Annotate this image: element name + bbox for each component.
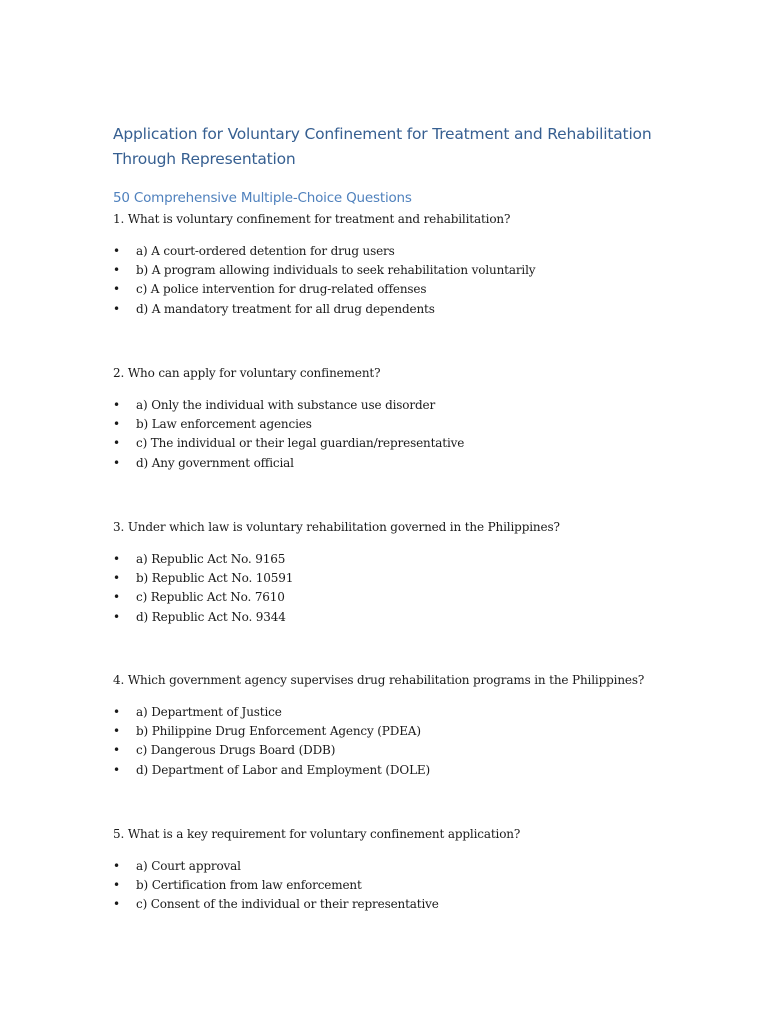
question-text: 1. What is voluntary confinement for treatment and rehabilitation? [113, 212, 511, 226]
answer-options [113, 550, 713, 627]
question-block [113, 518, 713, 627]
bullet-icon: • [113, 743, 120, 758]
option-text: a) Court approval [136, 859, 241, 873]
option-text: a) A court-ordered detention for drug users [136, 244, 395, 258]
answer-option [113, 550, 713, 569]
option-text: c) Dangerous Drugs Board (DDB) [136, 743, 336, 758]
bullet-icon: • [113, 571, 120, 586]
question-block [113, 825, 713, 915]
answer-option [113, 703, 713, 722]
answer-option [113, 569, 713, 588]
answer-option [113, 761, 713, 780]
option-text: c) A police intervention for drug-related offenses [136, 282, 427, 297]
option-text: c) Consent of the individual or their representative [136, 897, 439, 912]
option-text: d) Department of Labor and Employment (DOLE) [136, 762, 431, 777]
answer-options [113, 703, 713, 780]
question-text: 4. Which government agency supervises drug rehabilitation programs in the Philippines? [113, 673, 645, 687]
question-text: 5. What is a key requirement for voluntary confinement application? [113, 827, 521, 841]
bullet-icon: • [113, 590, 120, 605]
bullet-icon: • [113, 282, 120, 297]
bullet-icon: • [113, 301, 120, 316]
bullet-icon: • [113, 244, 120, 258]
option-text: b) A program allowing individuals to seek rehabilitation voluntarily [136, 263, 536, 278]
answer-options [113, 396, 713, 473]
answer-option [113, 857, 713, 876]
question-block [113, 210, 713, 319]
bullet-icon: • [113, 263, 120, 278]
option-text: b) Philippine Drug Enforcement Agency (PDEA) [136, 724, 421, 739]
bullet-icon: • [113, 705, 120, 719]
option-text: b) Certification from law enforcement [136, 878, 362, 893]
question-text: 2. Who can apply for voluntary confinement? [113, 366, 381, 380]
answer-option [113, 722, 713, 741]
answer-option [113, 261, 713, 280]
option-text: c) Republic Act No. 7610 [136, 590, 285, 605]
answer-option [113, 608, 713, 627]
bullet-icon: • [113, 398, 120, 412]
bullet-icon: • [113, 417, 120, 432]
option-text: a) Only the individual with substance use disorder [136, 398, 436, 412]
document-subtitle: 50 Comprehensive Multiple-Choice Questions [113, 190, 412, 206]
option-text: d) Any government official [136, 455, 294, 470]
bullet-icon: • [113, 878, 120, 893]
answer-option [113, 434, 713, 453]
option-text: b) Law enforcement agencies [136, 417, 312, 432]
option-text: c) The individual or their legal guardian/representative [136, 436, 465, 451]
answer-option [113, 588, 713, 607]
option-text: a) Department of Justice [136, 705, 282, 719]
bullet-icon: • [113, 897, 120, 912]
answer-option [113, 280, 713, 299]
bullet-icon: • [113, 609, 120, 624]
question-text: 3. Under which law is voluntary rehabilitation governed in the Philippines? [113, 520, 560, 534]
answer-option [113, 454, 713, 473]
question-block [113, 364, 713, 473]
option-text: a) Republic Act No. 9165 [136, 552, 286, 566]
answer-option [113, 242, 713, 261]
bullet-icon: • [113, 762, 120, 777]
document-title: Application for Voluntary Confinement for Treatment and Rehabilitation Through Representation [113, 125, 652, 168]
bullet-icon: • [113, 724, 120, 739]
option-text: d) A mandatory treatment for all drug dependents [136, 301, 435, 316]
option-text: d) Republic Act No. 9344 [136, 609, 286, 624]
answer-option [113, 895, 713, 914]
bullet-icon: • [113, 455, 120, 470]
answer-option [113, 741, 713, 760]
answer-options [113, 857, 713, 915]
answer-option [113, 300, 713, 319]
answer-option [113, 876, 713, 895]
bullet-icon: • [113, 859, 120, 873]
question-block [113, 671, 713, 780]
bullet-icon: • [113, 552, 120, 566]
option-text: b) Republic Act No. 10591 [136, 571, 294, 586]
answer-option [113, 415, 713, 434]
bullet-icon: • [113, 436, 120, 451]
answer-option [113, 396, 713, 415]
answer-options [113, 242, 713, 319]
